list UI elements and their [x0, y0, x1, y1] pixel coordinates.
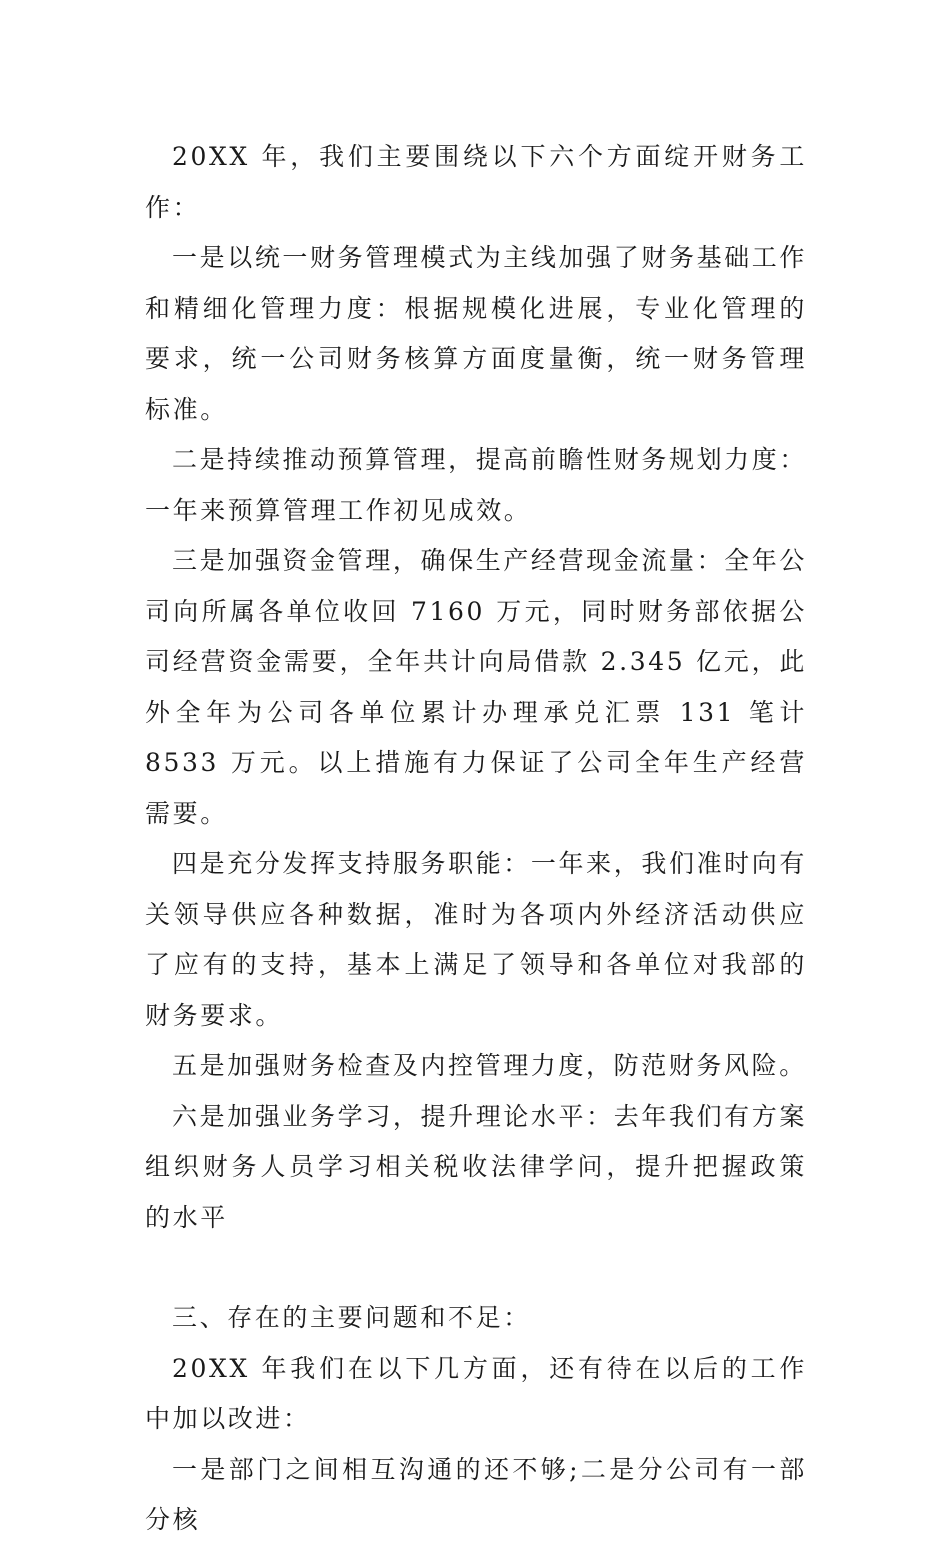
- paragraph-point-3: 三是加强资金管理，确保生产经营现金流量：全年公司向所属各单位收回 7160 万元，同时财务部依据公司经营资金需要，全年共计向局借款 2.345 亿元，此外全年为公司各单位累计办理承兑汇票 131 笔计 8533 万元。以上措施有力保证了公司全年生产经营需要。: [145, 546, 807, 828]
- paragraph-point-1: 一是以统一财务管理模式为主线加强了财务基础工作和精细化管理力度：根据规模化进展，专业化管理的要求，统一公司财务核算方面度量衡，统一财务管理标准。: [145, 243, 807, 424]
- paragraph-section-point-1: 一是部门之间相互沟通的还不够;二是分公司有一部分核: [145, 1454, 807, 1534]
- paragraph-point-5: 五是加强财务检查及内控管理力度，防范财务风险。: [172, 1051, 807, 1080]
- paragraph-intro: 20XX 年，我们主要围绕以下六个方面绽开财务工作：: [145, 142, 807, 222]
- paragraph-section-intro: 20XX 年我们在以下几方面，还有待在以后的工作中加以改进：: [145, 1353, 807, 1433]
- paragraph-point-2: 二是持续推动预算管理，提高前瞻性财务规划力度：一年来预算管理工作初见成效。: [145, 445, 807, 525]
- paragraph-point-6: 六是加强业务学习，提升理论水平：去年我们有方案组织财务人员学习相关税收法律学问，提升把握政策的水平: [145, 1101, 807, 1232]
- document-body: [145, 132, 807, 1546]
- paragraph-point-4: 四是充分发挥支持服务职能：一年来，我们准时向有关领导供应各种数据，准时为各项内外经济活动供应了应有的支持，基本上满足了领导和各单位对我部的财务要求。: [145, 849, 807, 1030]
- paragraph-spacer: [145, 1243, 807, 1293]
- section-heading: 三、存在的主要问题和不足：: [172, 1303, 531, 1332]
